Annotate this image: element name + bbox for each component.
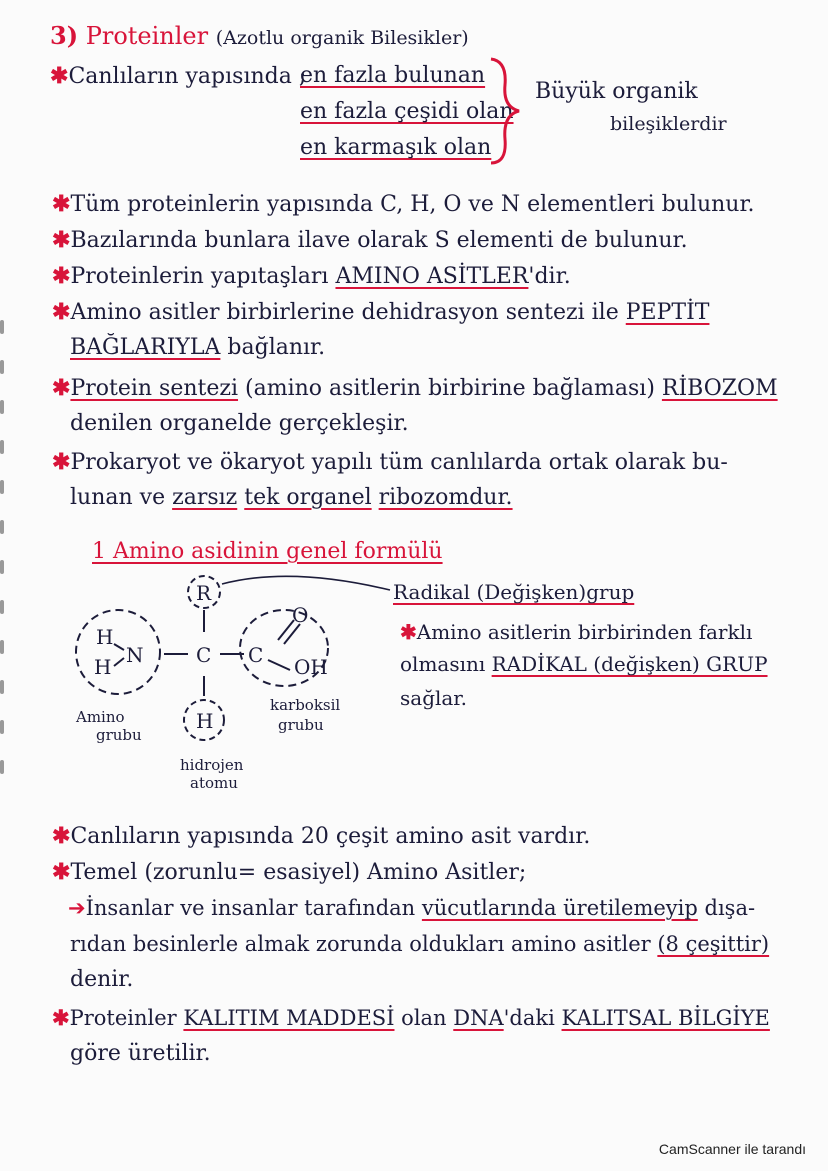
fact-line-6: ✱Protein sentezi (amino asitlerin birbirine bağlaması) RİBOZOM [52, 375, 778, 401]
keyword-peptit: PEPTİT [625, 300, 710, 325]
bottom-line-2: ✱Temel (zorunlu= esasiyel) Amino Asitler; [52, 859, 527, 885]
keyword-amino-asitler: AMINO ASİTLER [335, 264, 529, 289]
formula-note-1: ✱Amino asitlerin birbirinden farklı [400, 620, 753, 644]
amino-label-1: Amino [76, 708, 125, 726]
keyword-tek-organel: tek organel [244, 485, 372, 510]
title-sub: (Azotlu organik Bilesikler) [215, 27, 469, 49]
formula-heading: 1 Amino asidinin genel formülü [92, 539, 443, 564]
binder-holes [0, 320, 6, 840]
carboxyl-label-1: karboksil [270, 696, 341, 714]
atom-n: N [126, 643, 144, 667]
amino-label-2: grubu [96, 726, 142, 744]
keyword-ribozom: RİBOZOM [661, 376, 778, 401]
atom-r: R [196, 581, 212, 605]
atom-c-carboxyl: C [248, 643, 264, 667]
amino-group-circle [76, 610, 160, 694]
bottom-line-6: ✱Proteinler KALITIM MADDESİ olan DNA'daki KALITSAL BİLGİYE [52, 1005, 770, 1030]
keyword-radikal-grup: RADİKAL (değişken) GRUP [491, 652, 768, 676]
bottom-line-7: göre üretilir. [70, 1041, 211, 1066]
intro-conclusion-1: Büyük organik [535, 79, 698, 104]
intro-conclusion-2: bileşiklerdir [610, 113, 727, 135]
intro-item-2: en fazla çeşidi olan [300, 99, 514, 124]
keyword-zarsiz: zarsız [172, 485, 238, 510]
atom-o: O [292, 603, 309, 627]
scanner-watermark: CamScanner ile tarandı [658, 1141, 806, 1157]
keyword-8-cesit: (8 çeşittir) [657, 932, 770, 956]
keyword-dna: DNA [453, 1006, 504, 1030]
keyword-kalitsal-bilgi: KALITSAL BİLGİYE [561, 1006, 770, 1030]
bottom-line-1: ✱Canlıların yapısında 20 çeşit amino asit vardır. [52, 823, 591, 849]
keyword-uretilemeyip: vücutlarında üretilemeyip [421, 896, 698, 920]
intro-item-3: en karmaşık olan [300, 135, 492, 160]
atom-h-bottom: H [94, 655, 112, 679]
keyword-baglariyla: BAĞLARIYLA [70, 335, 221, 360]
amino-acid-diagram [60, 570, 400, 800]
intro-item-1: en fazla bulunan [300, 63, 486, 88]
curly-brace [485, 55, 525, 167]
hydrogen-label-1: hidrojen [180, 756, 244, 774]
fact-line-8: ✱Prokaryot ve ökaryot yapılı tüm canlılarda ortak olarak bu- [52, 449, 728, 475]
hydrogen-label-2: atomu [190, 774, 238, 792]
keyword-ribozomdur: ribozomdur. [378, 485, 513, 510]
title-main: Proteinler [85, 22, 209, 50]
carboxyl-label-2: grubu [278, 716, 324, 734]
fact-line-2: ✱Bazılarında bunlara ilave olarak S elementi de bulunur. [52, 227, 688, 253]
bottom-line-5: denir. [70, 967, 134, 992]
fact-line-4: ✱Amino asitler birbirlerine dehidrasyon sentezi ile PEPTİT [52, 299, 710, 325]
fact-line-3: ✱Proteinlerin yapıtaşları AMINO ASİTLER'dir. [52, 263, 571, 289]
radical-label: Radikal (Değişken)grup [393, 580, 635, 604]
keyword-protein-sentezi: Protein sentezi [70, 376, 239, 401]
atom-h-top: H [96, 625, 114, 649]
fact-line-1: ✱Tüm proteinlerin yapısında C, H, O ve N elementleri bulunur. [52, 191, 755, 217]
keyword-kalitim-maddesi: KALITIM MADDESİ [183, 1006, 395, 1030]
page-title [50, 22, 469, 52]
atom-h-alpha: H [196, 709, 214, 733]
fact-line-7: denilen organelde gerçekleşir. [70, 411, 409, 436]
bottom-line-3: ➔İnsanlar ve insanlar tarafından vücutlarında üretilemeyip dışa- [68, 896, 756, 920]
formula-note-2: olmasını RADİKAL (değişken) GRUP [400, 652, 768, 676]
intro-lead: ✱Canlıların yapısında ; [50, 63, 307, 89]
bottom-line-4: rıdan besinlerle almak zorunda oldukları amino asitler (8 çeşittir) [70, 932, 770, 956]
fact-line-9: lunan ve zarsız tek organel ribozomdur. [70, 485, 513, 510]
title-number: 3) [50, 21, 79, 50]
formula-note-3: sağlar. [400, 686, 468, 710]
fact-line-5: BAĞLARIYLA bağlanır. [70, 335, 326, 360]
atom-oh: OH [294, 655, 328, 679]
atom-c: C [196, 643, 212, 667]
